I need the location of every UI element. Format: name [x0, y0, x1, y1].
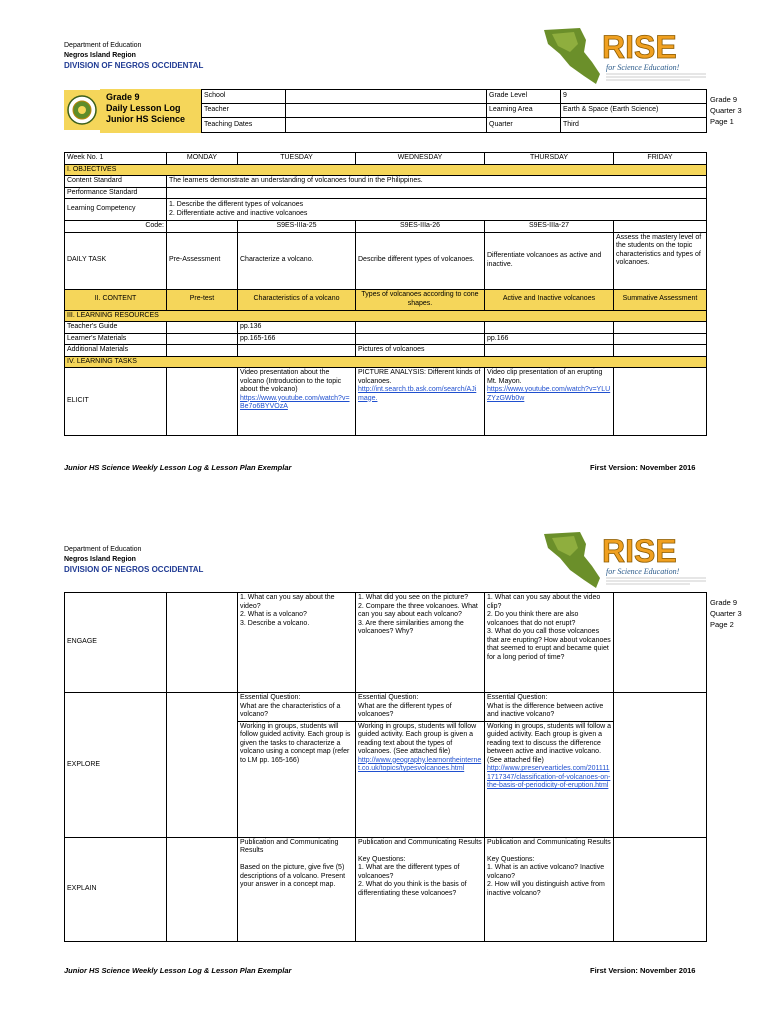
performance-standard-label: Performance Standard	[65, 187, 167, 199]
am-monday	[167, 345, 238, 357]
title-line-dll: Daily Lesson Log	[106, 103, 181, 113]
elicit-friday	[614, 368, 707, 436]
dept-name-2: Department of Education	[64, 546, 142, 553]
grade-label: Grade Level	[487, 90, 561, 104]
daily-task-tuesday: Characterize a volcano.	[238, 232, 356, 289]
explore-thursday-activity	[485, 721, 614, 837]
dates-value[interactable]	[286, 118, 487, 133]
footer-left-2: Junior HS Science Weekly Lesson Log & Lesson Plan Exemplar	[64, 966, 292, 975]
grade-value[interactable]: 9	[561, 90, 707, 104]
tasks-heading: IV. LEARNING TASKS	[65, 356, 707, 368]
svg-text:for Science Education!: for Science Education!	[606, 63, 680, 72]
elicit-label: ELICIT	[65, 368, 167, 436]
division-name-2: DIVISION OF NEGROS OCCIDENTAL	[64, 565, 204, 574]
resources-heading: III. LEARNING RESOURCES	[65, 310, 707, 322]
footer-left-1: Junior HS Science Weekly Lesson Log & Lesson Plan Exemplar	[64, 463, 292, 472]
objectives-heading: I. OBJECTIVES	[65, 164, 707, 176]
svg-text:RISE: RISE	[602, 29, 677, 65]
code-label: Code:	[65, 221, 167, 233]
side-page: Page 1	[710, 117, 734, 126]
tg-tuesday: pp.136	[238, 322, 356, 334]
elicit-wednesday	[356, 368, 485, 436]
tg-wednesday	[356, 322, 485, 334]
area-label: Learning Area	[487, 104, 561, 118]
lesson-log-title	[100, 89, 201, 133]
rise-logo-graphic	[540, 26, 710, 88]
competency-1: 1. Describe the different types of volcanoes	[169, 201, 304, 208]
explain-thursday: Publication and Communicating Results Key Questions: 1. What is an active volcano? Inactive volcano? 2. How will you distinguish active from inactive volcano?	[485, 837, 614, 941]
tg-monday	[167, 322, 238, 334]
lm-friday	[614, 333, 707, 345]
side-info	[710, 94, 742, 127]
day-friday: FRIDAY	[614, 153, 707, 165]
additional-materials-label: Additional Materials	[65, 345, 167, 357]
quarter-label: Quarter	[487, 118, 561, 133]
teachers-guide-label: Teacher's Guide	[65, 322, 167, 334]
explore-label: EXPLORE	[65, 693, 167, 838]
explain-wednesday: Publication and Communicating Results Key Questions: 1. What are the different types of volcanoes? 2. What do you think is the basis of differentiating these volcanoes?	[356, 837, 485, 941]
am-friday	[614, 345, 707, 357]
rise-logo-2	[540, 530, 710, 592]
teacher-label: Teacher	[202, 104, 286, 118]
elicit-monday	[167, 368, 238, 436]
side-info-2	[710, 597, 742, 630]
content-thursday: Active and Inactive volcanoes	[485, 289, 614, 310]
side-quarter-2: Quarter 3	[710, 609, 742, 618]
content-standard-label: Content Standard	[65, 176, 167, 188]
elicit-thursday-text: Video clip presentation of an erupting Mt. Mayon.	[487, 369, 603, 385]
title-line-grade: Grade 9	[106, 92, 140, 102]
am-tuesday	[238, 345, 356, 357]
code-wednesday: S9ES-IIIa-26	[356, 221, 485, 233]
content-friday: Summative Assessment	[614, 289, 707, 310]
explore-wednesday-activity	[356, 721, 485, 837]
footer-right-1: First Version: November 2016	[590, 463, 696, 472]
content-standard-value: The learners demonstrate an understanding of volcanoes found in the Philippines.	[167, 176, 707, 188]
explore-wednesday-text: Working in groups, students will follow guided activity. Each group is given a reading text about the types of volcanoes. (See attached file)	[358, 722, 477, 755]
tg-friday	[614, 322, 707, 334]
daily-task-wednesday: Describe different types of volcanoes.	[356, 232, 485, 289]
lm-monday	[167, 333, 238, 345]
elicit-tuesday	[238, 368, 356, 436]
elicit-tuesday-text: Video presentation about the volcano (Introduction to the topic about the volcano)	[240, 369, 342, 393]
elicit-thursday-link[interactable]: https://www.youtube.com/watch?v=YLUZYzGWb0w	[487, 386, 611, 402]
am-wednesday: Pictures of volcanoes	[356, 345, 485, 357]
week-label: Week No. 1	[65, 153, 167, 165]
school-label: School	[202, 90, 286, 104]
daily-task-thursday: Differentiate volcanoes as active and inactive.	[485, 232, 614, 289]
engage-thursday: 1. What can you say about the video clip? 2. Do you think there are also volcanoes that do not erupt? 3. What do you call those volcanoes that are erupting? How about volcanoes that seemed to erupt and became quiet for a long period of time?	[485, 593, 614, 693]
lm-tuesday: pp.165-166	[238, 333, 356, 345]
explore-thursday-text: Working in groups, students will follow a guided activity. Each group is given a reading text to discuss the difference between active and inactive volcano. (See attached file)	[487, 722, 611, 764]
info-table	[201, 89, 707, 133]
rise-logo	[540, 26, 710, 88]
explore-wednesday-link[interactable]: http://www.geography.learnontheinternet.co.uk/topics/typesvolcanoes.html	[358, 756, 482, 772]
content-tuesday: Characteristics of a volcano	[238, 289, 356, 310]
title-line-jhs: Junior HS Science	[106, 114, 186, 124]
explore-thursday-link[interactable]: http://www.preservearticles.com/2011111717347/classification-of-volcanoes-on-the-basis-of-periodicity-of-eruption.html	[487, 765, 611, 789]
dates-label: Teaching Dates	[202, 118, 286, 133]
tg-thursday	[485, 322, 614, 334]
explore-tuesday-question: Essential Question: What are the characteristics of a volcano?	[238, 693, 356, 722]
svg-text:for Science Education!: for Science Education!	[606, 567, 680, 576]
explain-label: EXPLAIN	[65, 837, 167, 941]
engage-monday	[167, 593, 238, 693]
am-thursday	[485, 345, 614, 357]
lesson-table-1	[64, 152, 707, 436]
teacher-value[interactable]	[286, 104, 487, 118]
elicit-wednesday-text: PICTURE ANALYSIS: Different kinds of volcanoes.	[358, 369, 481, 385]
lesson-table-2	[64, 592, 707, 942]
elicit-wednesday-link[interactable]: http://int.search.tb.ask.com/search/AJimage.	[358, 386, 477, 402]
side-grade: Grade 9	[710, 95, 738, 104]
day-monday: MONDAY	[167, 153, 238, 165]
daily-task-monday: Pre-Assessment	[167, 232, 238, 289]
competency-2: 2. Differentiate active and inactive volcanoes	[169, 209, 308, 217]
seal-icon	[64, 90, 100, 130]
elicit-thursday	[485, 368, 614, 436]
side-grade-2: Grade 9	[710, 598, 738, 607]
competency-value	[167, 199, 707, 221]
rise-logo-graphic-2	[540, 530, 710, 592]
quarter-value[interactable]: Third	[561, 118, 707, 133]
region-name-2: Negros Island Region	[64, 556, 136, 563]
content-heading: II. CONTENT	[65, 289, 167, 310]
engage-tuesday: 1. What can you say about the video? 2. What is a volcano? 3. Describe a volcano.	[238, 593, 356, 693]
explore-monday	[167, 693, 238, 838]
side-page-2: Page 2	[710, 620, 734, 629]
lm-thursday: pp.166	[485, 333, 614, 345]
footer-right-2: First Version: November 2016	[590, 966, 696, 975]
day-thursday: THURSDAY	[485, 153, 614, 165]
engage-wednesday: 1. What did you see on the picture? 2. Compare the three volcanoes. What can you say about each volcano? 3. Are there similarities among the volcanoes? Why?	[356, 593, 485, 693]
explore-thursday-question: Essential Question: What is the difference between active and inactive volcano?	[485, 693, 614, 722]
explain-friday	[614, 837, 707, 941]
content-monday: Pre-test	[167, 289, 238, 310]
explore-wednesday-question: Essential Question: What are the different types of volcanoes?	[356, 693, 485, 722]
explore-friday	[614, 693, 707, 838]
side-quarter: Quarter 3	[710, 106, 742, 115]
elicit-tuesday-link[interactable]: https://www.youtube.com/watch?v=Be7o6BYVOzA	[240, 394, 350, 410]
area-value[interactable]: Earth & Space (Earth Science)	[561, 104, 707, 118]
explain-monday	[167, 837, 238, 941]
learners-materials-label: Learner's Materials	[65, 333, 167, 345]
day-wednesday: WEDNESDAY	[356, 153, 485, 165]
code-monday	[167, 221, 238, 233]
code-tuesday: S9ES-IIIa-25	[238, 221, 356, 233]
region-name: Negros Island Region	[64, 52, 136, 59]
lm-wednesday	[356, 333, 485, 345]
performance-standard-value	[167, 187, 707, 199]
deped-seal	[64, 90, 100, 130]
explain-tuesday: Publication and Communicating Results Based on the picture, give five (5) descriptions of a volcano. Present your answer in a concept map.	[238, 837, 356, 941]
competency-label: Learning Competency	[65, 199, 167, 221]
daily-task-label: DAILY TASK	[65, 232, 167, 289]
school-value[interactable]	[286, 90, 487, 104]
division-name: DIVISION OF NEGROS OCCIDENTAL	[64, 61, 204, 70]
engage-friday	[614, 593, 707, 693]
code-friday	[614, 221, 707, 233]
code-thursday: S9ES-IIIa-27	[485, 221, 614, 233]
content-wednesday: Types of volcanoes according to cone shapes.	[356, 289, 485, 310]
dept-name: Department of Education	[64, 42, 142, 49]
engage-label: ENGAGE	[65, 593, 167, 693]
explore-tuesday-activity: Working in groups, students will follow guided activity. Each group is given the tasks to characterize a volcano using a concept map (refer to LM pp. 165-166)	[238, 721, 356, 837]
day-tuesday: TUESDAY	[238, 153, 356, 165]
daily-task-friday: Assess the mastery level of the students on the topic characteristics and types of volcanoes.	[614, 232, 707, 289]
svg-text:RISE: RISE	[602, 533, 677, 569]
